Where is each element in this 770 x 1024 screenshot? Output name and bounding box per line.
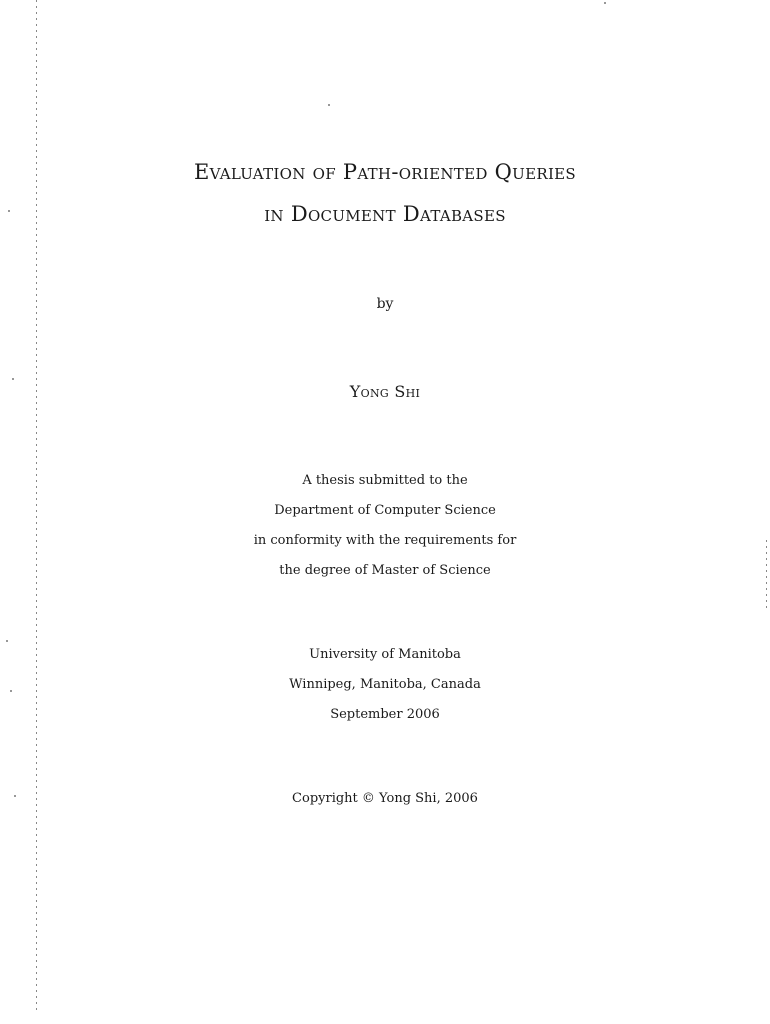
scan-speck bbox=[328, 104, 330, 106]
thesis-title-line-2: in Document Databases bbox=[264, 202, 506, 226]
by-label: by bbox=[376, 296, 394, 312]
scan-speck bbox=[604, 2, 606, 4]
submission-line-4: the degree of Master of Science bbox=[279, 563, 491, 578]
scan-speck bbox=[6, 640, 8, 642]
submission-line-2: Department of Computer Science bbox=[274, 503, 496, 518]
thesis-title-line-1: Evaluation of Path-oriented Queries bbox=[193, 160, 577, 184]
date: September 2006 bbox=[330, 707, 440, 722]
submission-line-1: A thesis submitted to the bbox=[302, 473, 468, 488]
location: Winnipeg, Manitoba, Canada bbox=[289, 677, 481, 692]
university-name: University of Manitoba bbox=[309, 647, 461, 662]
scan-speck bbox=[12, 378, 14, 380]
copyright-notice: Copyright © Yong Shi, 2006 bbox=[292, 791, 478, 806]
author-name: Yong Shi bbox=[349, 382, 421, 401]
submission-line-3: in conformity with the requirements for bbox=[253, 533, 517, 548]
